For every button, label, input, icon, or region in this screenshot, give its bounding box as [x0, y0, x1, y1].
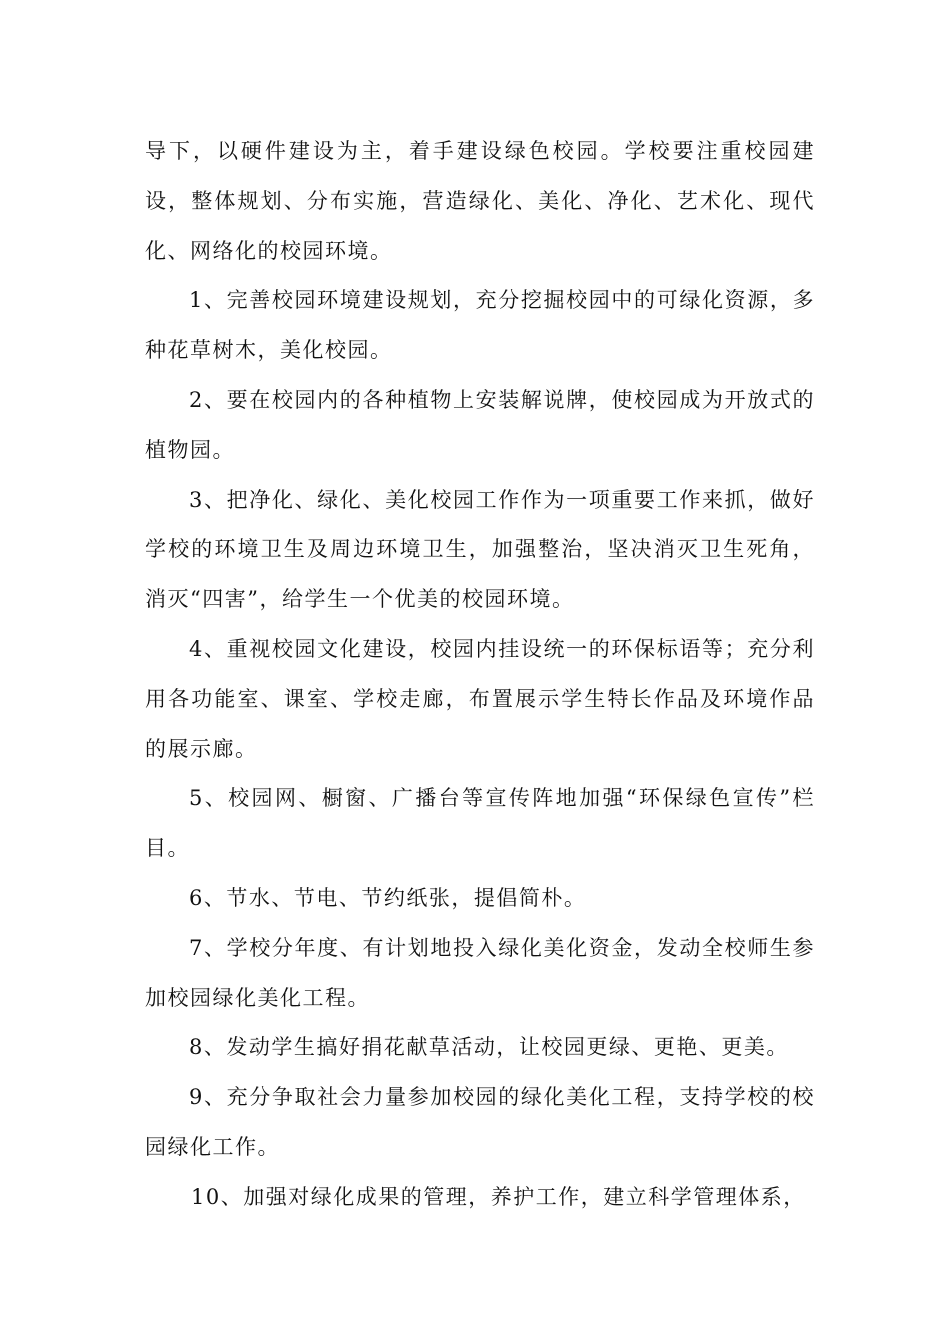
paragraph-item-5: 5、校园网、橱窗、广播台等宣传阵地加强“环保绿色宣传”栏目。 [145, 786, 815, 861]
document-body [145, 127, 815, 1223]
paragraph-intro: 导下，以硬件建设为主，着手建设绿色校园。学校要注重校园建设，整体规划、分布实施，营造绿化、美化、净化、艺术化、现代化、网络化的校园环境。 [145, 139, 815, 263]
paragraph-item-8: 8、发动学生搞好捐花献草活动，让校园更绿、更艳、更美。 [189, 1035, 789, 1060]
paragraph-item-6: 6、节水、节电、节约纸张，提倡简朴。 [189, 885, 587, 910]
paragraph-item-2: 2、要在校园内的各种植物上安装解说牌，使校园成为开放式的植物园。 [145, 387, 815, 462]
paragraph-item-7: 7、学校分年度、有计划地投入绿化美化资金，发动全校师生参加校园绿化美化工程。 [145, 935, 815, 1010]
paragraph-item-4: 4、重视校园文化建设，校园内挂设统一的环保标语等；充分利用各功能室、课室、学校走廊，布置展示学生特长作品及环境作品的展示廊。 [145, 636, 815, 761]
paragraph-item-1: 1、完善校园环境建设规划，充分挖掘校园中的可绿化资源，多种花草树木，美化校园。 [145, 288, 815, 363]
paragraph-item-9: 9、充分争取社会力量参加校园的绿化美化工程，支持学校的校园绿化工作。 [145, 1085, 815, 1159]
paragraph-item-3: 3、把净化、绿化、美化校园工作作为一项重要工作来抓，做好学校的环境卫生及周边环境卫生，加强整治，坚决消灭卫生死角，消灭“四害”，给学生一个优美的校园环境。 [145, 487, 815, 612]
paragraph-item-10: 10、加强对绿化成果的管理，养护工作，建立科学管理体系， [191, 1184, 806, 1209]
